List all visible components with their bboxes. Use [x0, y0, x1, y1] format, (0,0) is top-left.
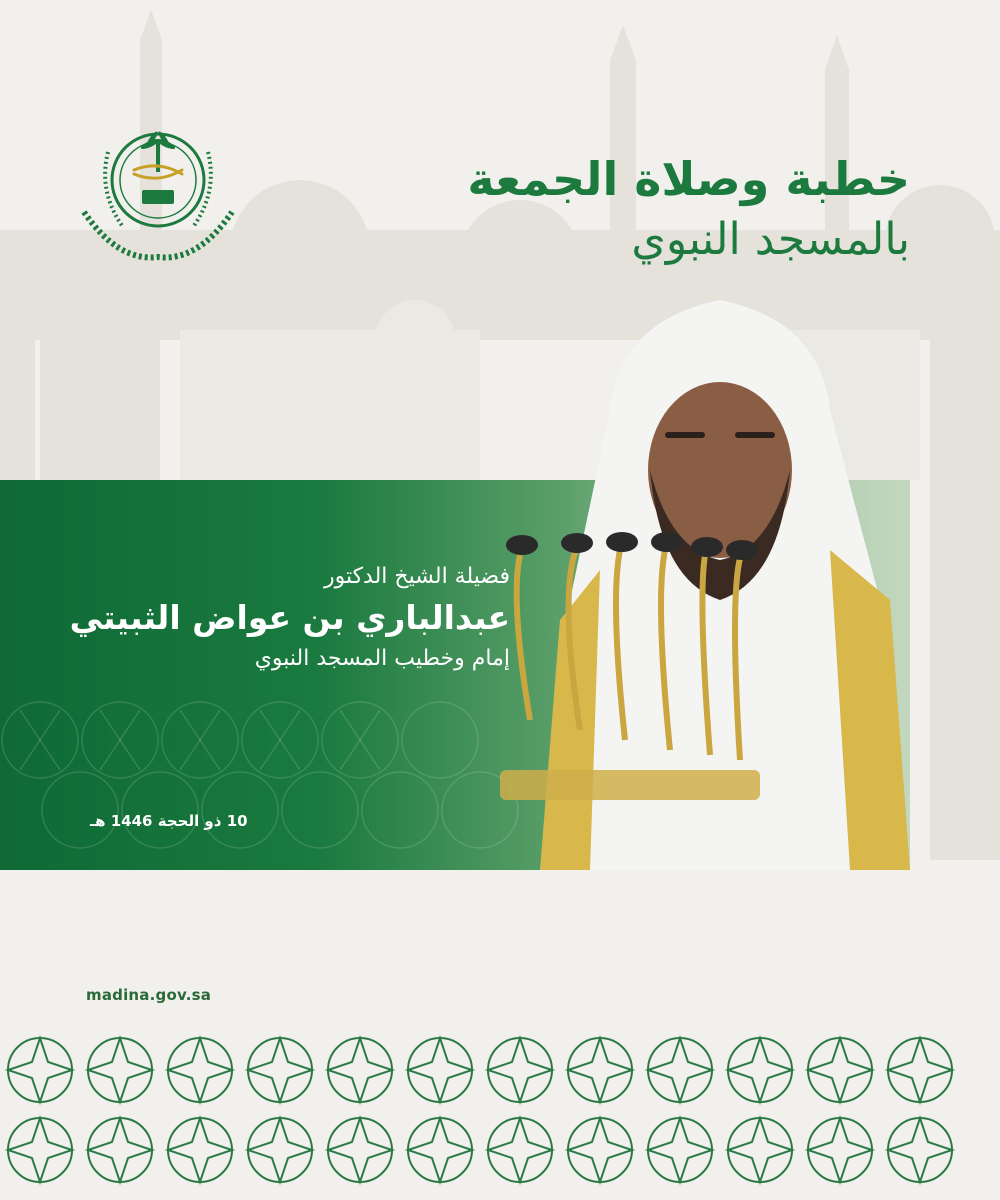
- speaker-title: فضيلة الشيخ الدكتور: [323, 564, 510, 589]
- event-date: 10 ذو الحجة 1446 هـ: [90, 812, 248, 830]
- speaker-role: إمام وخطيب المسجد النبوي: [254, 646, 510, 671]
- saudi-emblem-logo: [78, 112, 238, 272]
- speaker-name: عبدالباري بن عواض الثبيتي: [69, 598, 510, 637]
- headline-line-1: خطبة وصلاة الجمعة: [467, 152, 910, 206]
- speaker-info: [50, 560, 510, 676]
- footer-pattern-icon: [0, 1030, 1000, 1200]
- speaker-portrait: [500, 300, 920, 870]
- headline-line-2: بالمسجد النبوي: [631, 214, 910, 265]
- headline: [350, 148, 910, 270]
- website-link[interactable]: madina.gov.sa: [86, 986, 212, 1004]
